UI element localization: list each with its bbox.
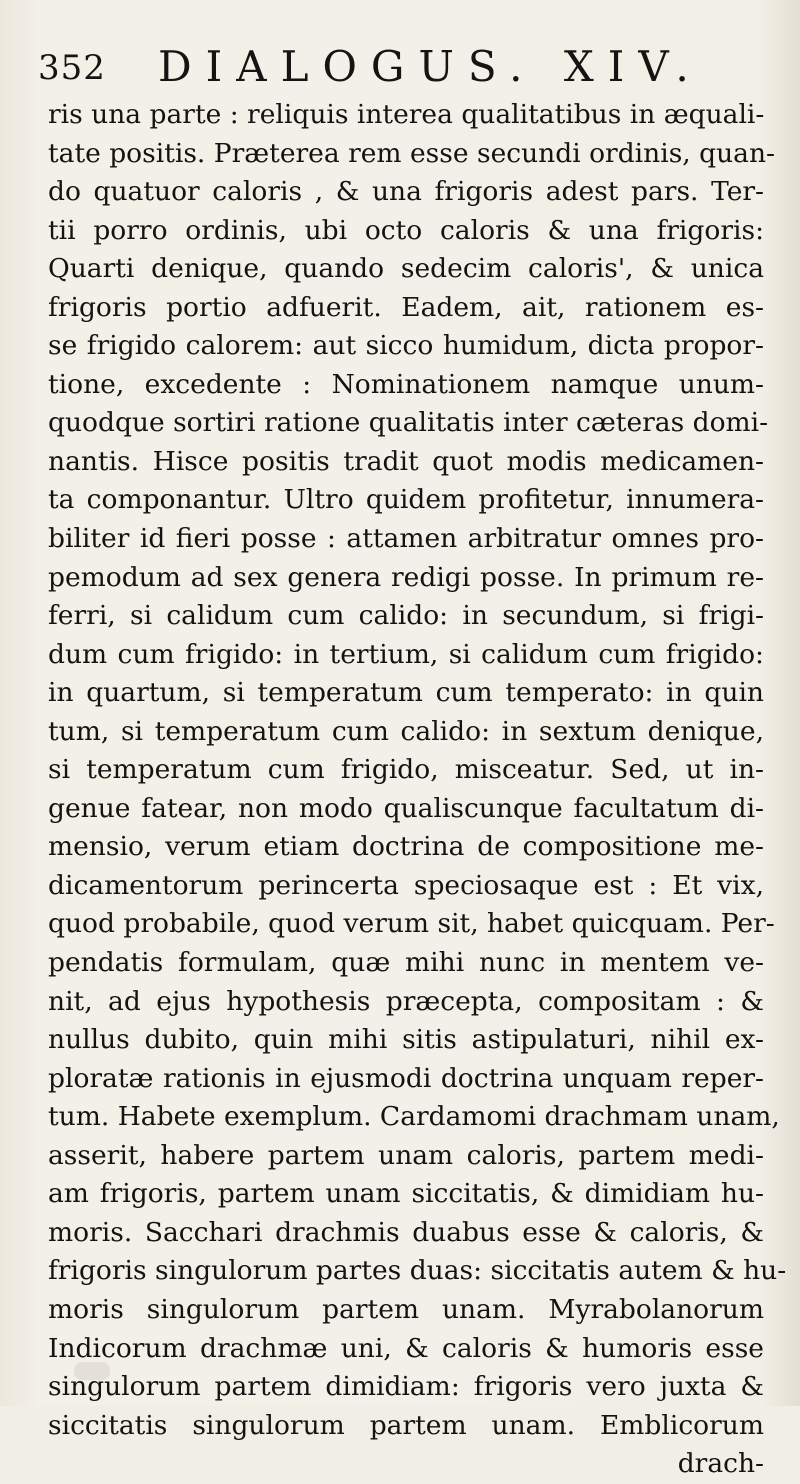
text-line: biliter id fieri posse : attamen arbitratur omnes pro- (48, 523, 764, 555)
text-line: singulorum partem dimidiam: frigoris vero juxta & (48, 1371, 764, 1403)
dialogue-title: DIALOGUS. XIV. (158, 42, 703, 91)
text-line: ploratæ rationis in ejusmodi doctrina unquam reper- (48, 1062, 764, 1094)
text-line: tione, excedente : Nominationem namque unum- (48, 368, 764, 400)
catchword: drach- (677, 1448, 764, 1480)
text-line: ris una parte : reliquis interea qualitatibus in æquali- (48, 99, 765, 130)
text-line: Quarti denique, quando sedecim caloris', & unica (48, 253, 764, 285)
text-line: Indicorum drachmæ uni, & caloris & humoris esse (48, 1332, 764, 1364)
body-text (48, 96, 787, 1484)
text-line: mensio, verum etiam doctrina de compositione me- (48, 831, 764, 863)
running-head (38, 40, 768, 96)
text-line: nit, ad ejus hypothesis præcepta, compositam : & (48, 985, 764, 1017)
text-line: se frigido calorem: aut sicco humidum, dicta propor- (48, 330, 764, 362)
text-line: do quatuor caloris , & una frigoris adest pars. Ter- (48, 176, 764, 208)
text-line: genue fatear, non modo qualiscunque facultatum di- (48, 792, 764, 824)
text-line: pendatis formulam, quæ mihi nunc in mentem ve- (48, 947, 764, 979)
text-line: tum. Habete exemplum. Cardamomi drachmam unam, (48, 1101, 780, 1133)
text-line: tii porro ordinis, ubi octo caloris & una frigoris: (48, 214, 764, 246)
text-line: tum, si temperatum cum calido: in sextum denique, (48, 715, 764, 747)
text-line: moris. Sacchari drachmis duabus esse & caloris, & (48, 1216, 764, 1248)
text-line: siccitatis singulorum partem unam. Emblicorum (48, 1409, 764, 1441)
text-line: quodque sortiri ratione qualitatis inter cæteras domi- (48, 407, 769, 439)
text-line: si temperatum cum frigido, misceatur. Sed, ut in- (48, 754, 764, 786)
text-line: quod probabile, quod verum sit, habet quicquam. Per- (48, 908, 775, 940)
text-line: dicamentorum perincerta speciosaque est : Et vix, (48, 869, 764, 901)
page-number: 352 (38, 48, 106, 88)
text-line: tate positis. Præterea rem esse secundi ordinis, quan- (48, 137, 775, 169)
bleed-through-mark (74, 1362, 110, 1380)
text-line: am frigoris, partem unam siccitatis, & dimidiam hu- (48, 1178, 764, 1210)
text-line: asserit, habere partem unam caloris, partem medi- (48, 1139, 764, 1171)
text-line: dum cum frigido: in tertium, si calidum cum frigido: (48, 638, 764, 670)
text-line: nantis. Hisce positis tradit quot modis medicamen- (48, 445, 764, 477)
text-line: frigoris portio adfuerit. Eadem, ait, rationem es- (48, 291, 764, 323)
text-line: ferri, si calidum cum calido: in secundum, si frigi- (48, 600, 764, 632)
text-line: pemodum ad sex genera redigi posse. In primum re- (48, 561, 764, 593)
text-line: moris singulorum partem unam. Myrabolanorum (48, 1293, 764, 1325)
text-line: frigoris singulorum partes duas: siccitatis autem & hu- (48, 1255, 787, 1287)
text-line: nullus dubito, quin mihi sitis astipulaturi, nihil ex- (48, 1024, 764, 1056)
text-line: in quartum, si temperatum cum temperato: in quin (48, 677, 764, 709)
text-line: ta componantur. Ultro quidem profitetur, innumera- (48, 484, 764, 516)
